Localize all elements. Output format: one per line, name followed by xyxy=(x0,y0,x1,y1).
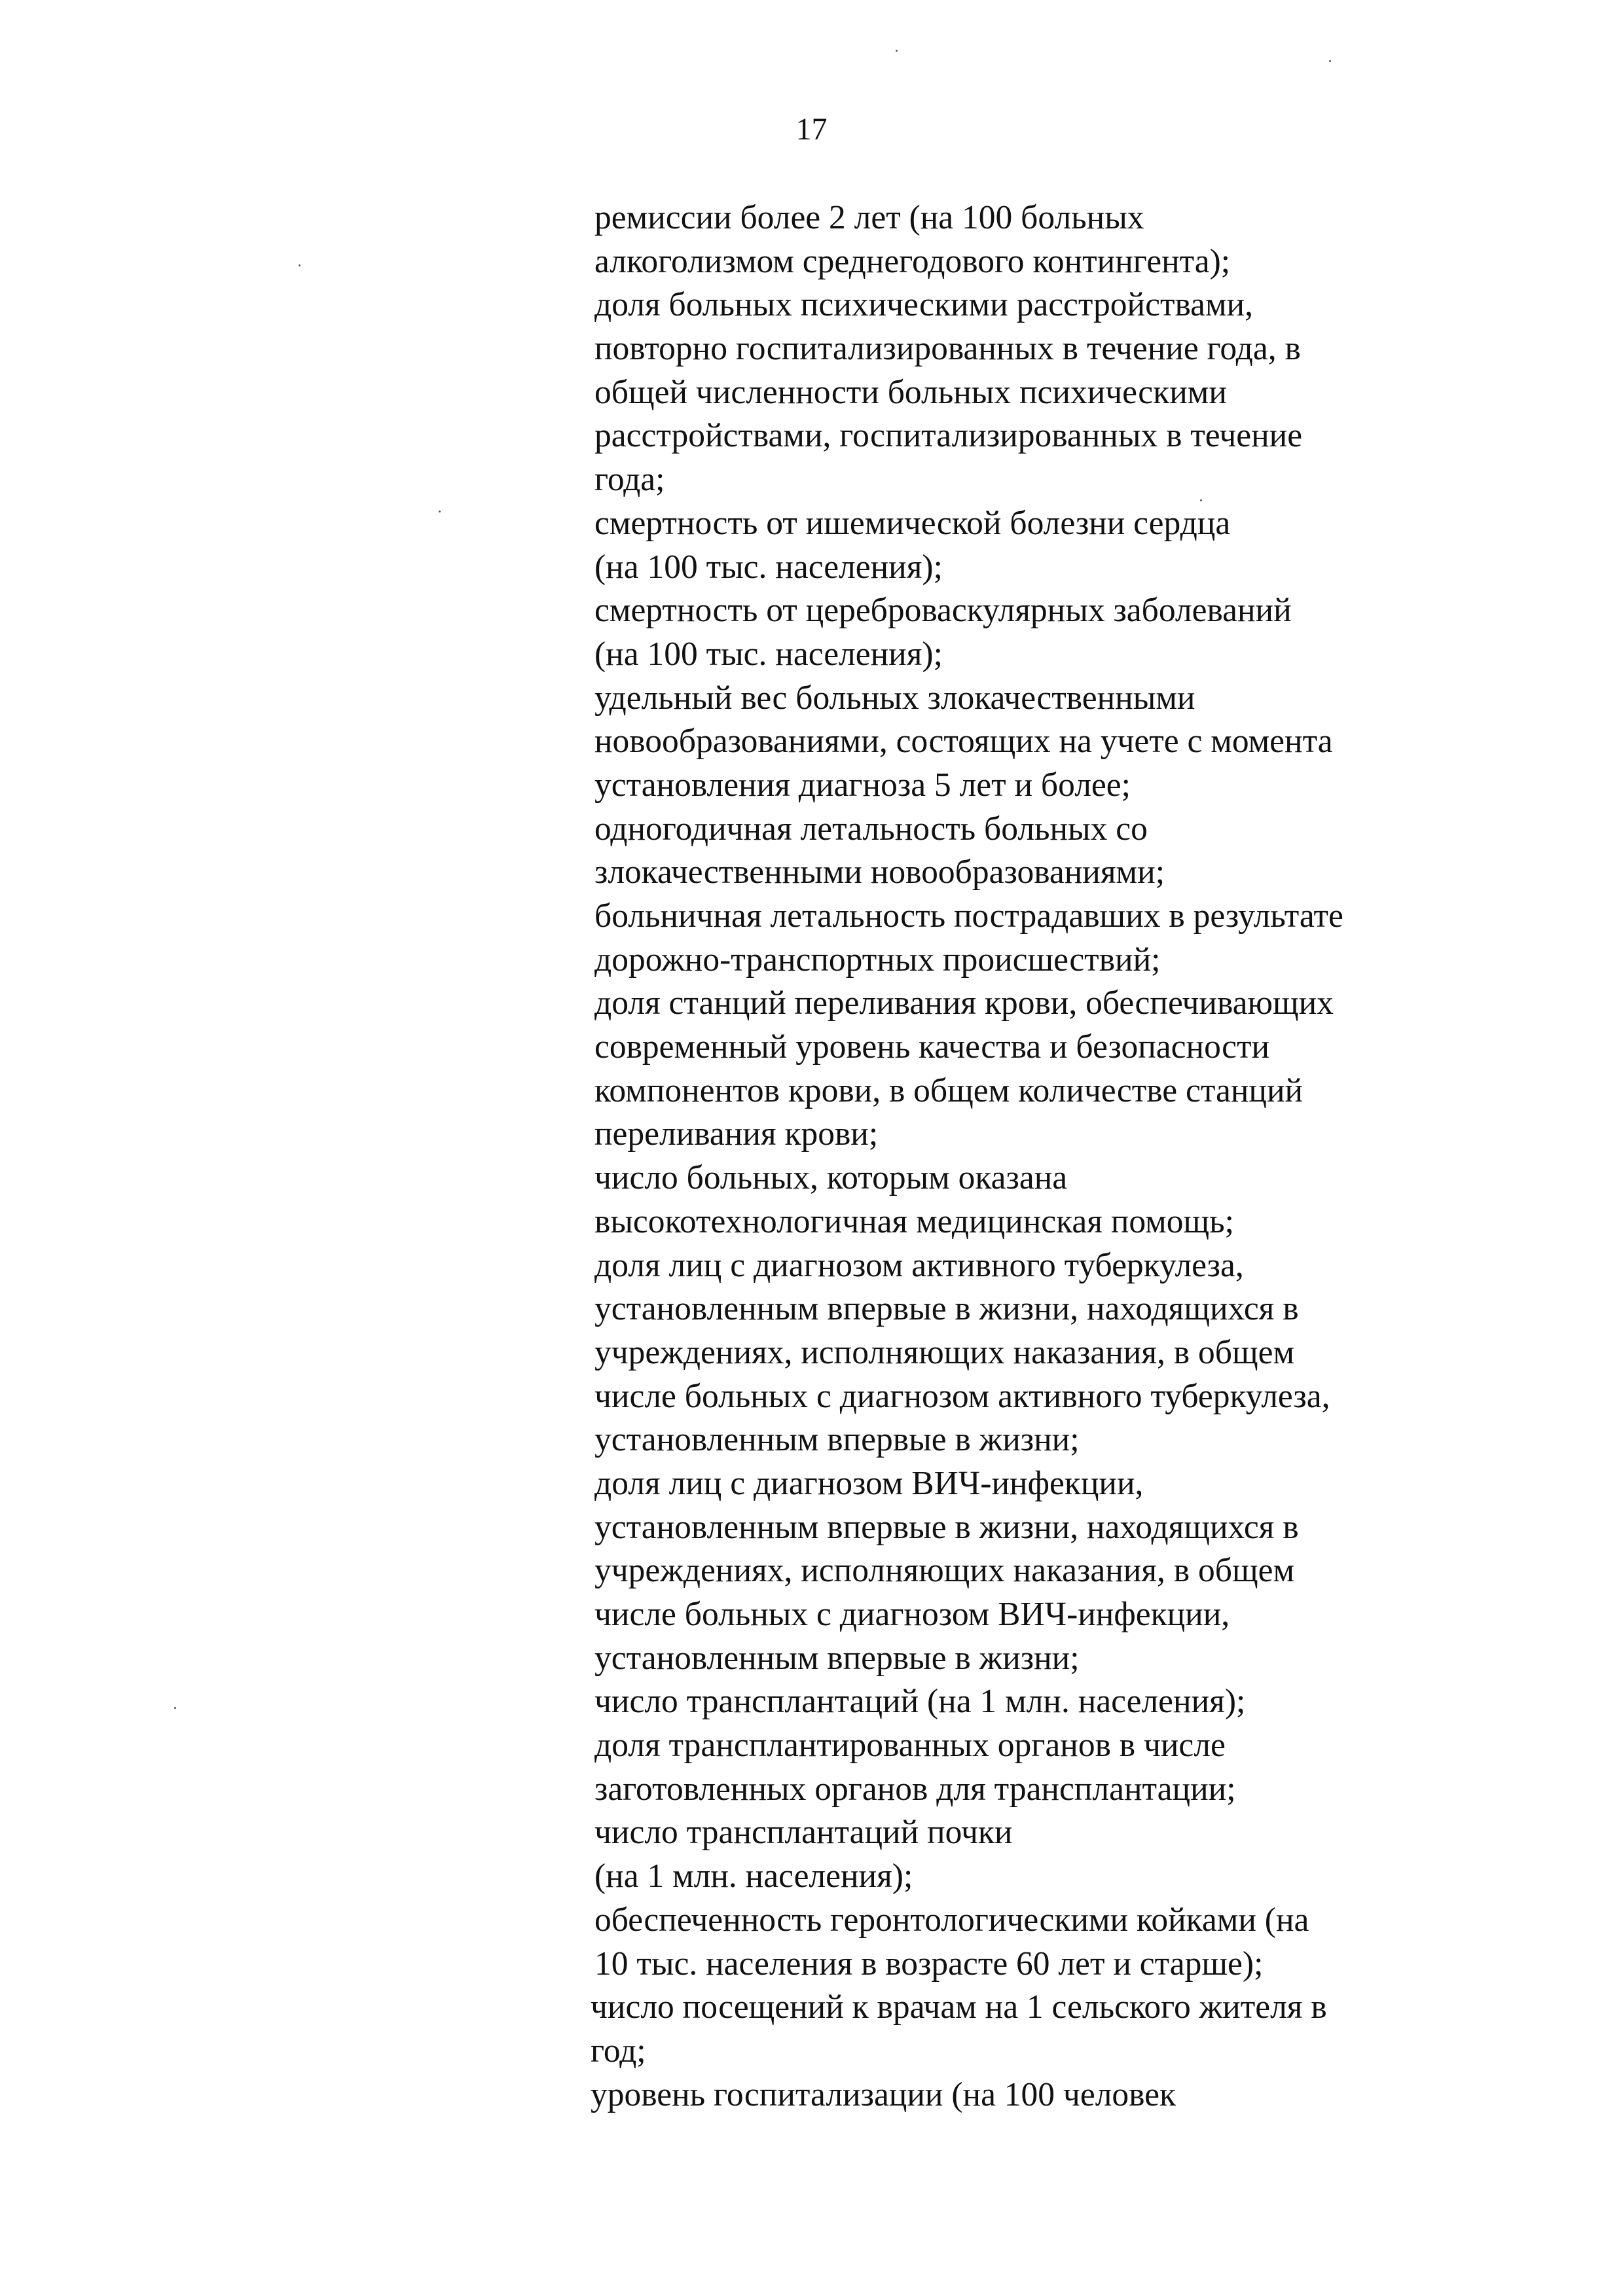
text-line: новообразованиями, состоящих на учете с момента xyxy=(594,723,1333,761)
text-line: уровень госпитализации (на 100 человек xyxy=(591,2075,1176,2113)
text-line: доля трансплантированных органов в числе xyxy=(594,1727,1226,1765)
text-line: учреждениях, исполняющих наказания, в общем xyxy=(594,1333,1295,1371)
text-line: (на 1 млн. населения); xyxy=(594,1857,913,1895)
body-text xyxy=(591,196,1524,2117)
text-line: одногодичная летальность больных со xyxy=(594,810,1148,848)
text-line: высокотехнологичная медицинская помощь; xyxy=(594,1202,1234,1240)
text-line: установленным впервые в жизни; xyxy=(594,1639,1080,1677)
text-line: доля лиц с диагнозом ВИЧ-инфекции, xyxy=(594,1464,1144,1502)
text-line: установления диагноза 5 лет и более; xyxy=(594,766,1131,804)
text-line: 10 тыс. населения в возрасте 60 лет и старше); xyxy=(594,1945,1264,1982)
text-line: число трансплантаций почки xyxy=(594,1814,1013,1852)
text-line: доля лиц с диагнозом активного туберкулеза, xyxy=(594,1246,1244,1284)
text-line: повторно госпитализированных в течение года, в xyxy=(594,330,1301,368)
text-line: установленным впервые в жизни, находящихся в xyxy=(594,1290,1299,1328)
text-line: ремиссии более 2 лет (на 100 больных xyxy=(594,199,1144,236)
text-line: доля станций переливания крови, обеспечивающих xyxy=(594,984,1334,1022)
text-line: года; xyxy=(594,461,665,499)
text-line: (на 100 тыс. населения); xyxy=(594,548,943,586)
text-line: числе больных с диагнозом ВИЧ-инфекции, xyxy=(594,1596,1230,1633)
text-line: числе больных с диагнозом активного туберкулеза, xyxy=(594,1377,1330,1415)
text-line: смертность от цереброваскулярных заболеваний xyxy=(594,592,1292,630)
text-line: смертность от ишемической болезни сердца xyxy=(594,504,1231,542)
text-line: число трансплантаций (на 1 млн. населения); xyxy=(594,1683,1246,1721)
scan-speck xyxy=(1329,60,1331,62)
text-line: расстройствами, госпитализированных в течение xyxy=(594,417,1303,455)
text-line: удельный вес больных злокачественными xyxy=(594,679,1195,717)
scan-speck xyxy=(896,50,898,52)
text-line: современный уровень качества и безопасности xyxy=(594,1028,1270,1066)
page-number: 17 xyxy=(795,112,828,147)
text-line: число больных, которым оказана xyxy=(594,1159,1068,1197)
text-line: доля больных психическими расстройствами, xyxy=(594,286,1253,324)
text-line: (на 100 тыс. населения); xyxy=(594,635,943,673)
text-line: злокачественными новообразованиями; xyxy=(594,853,1165,891)
text-line: год; xyxy=(591,2032,646,2070)
scan-speck xyxy=(439,511,441,512)
text-line: учреждениях, исполняющих наказания, в общем xyxy=(594,1552,1295,1590)
scan-speck xyxy=(1200,499,1202,501)
text-line: установленным впервые в жизни; xyxy=(594,1421,1080,1459)
text-line: дорожно-транспортных происшествий; xyxy=(594,941,1161,978)
scan-speck xyxy=(299,264,301,266)
text-line: заготовленных органов для трансплантации; xyxy=(594,1770,1236,1808)
text-line: число посещений к врачам на 1 сельского жителя в xyxy=(591,1988,1327,2026)
text-line: установленным впервые в жизни, находящихся в xyxy=(594,1508,1299,1546)
text-line: компонентов крови, в общем количестве станций xyxy=(594,1071,1304,1109)
text-line: больничная летальность пострадавших в результате xyxy=(594,897,1343,935)
text-line: переливания крови; xyxy=(594,1115,879,1153)
scan-speck xyxy=(174,1707,176,1709)
text-line: общей численности больных психическими xyxy=(594,373,1227,411)
text-line: обеспеченность геронтологическими койками (на xyxy=(594,1901,1309,1939)
text-line: алкоголизмом среднегодового контингента); xyxy=(594,242,1231,280)
